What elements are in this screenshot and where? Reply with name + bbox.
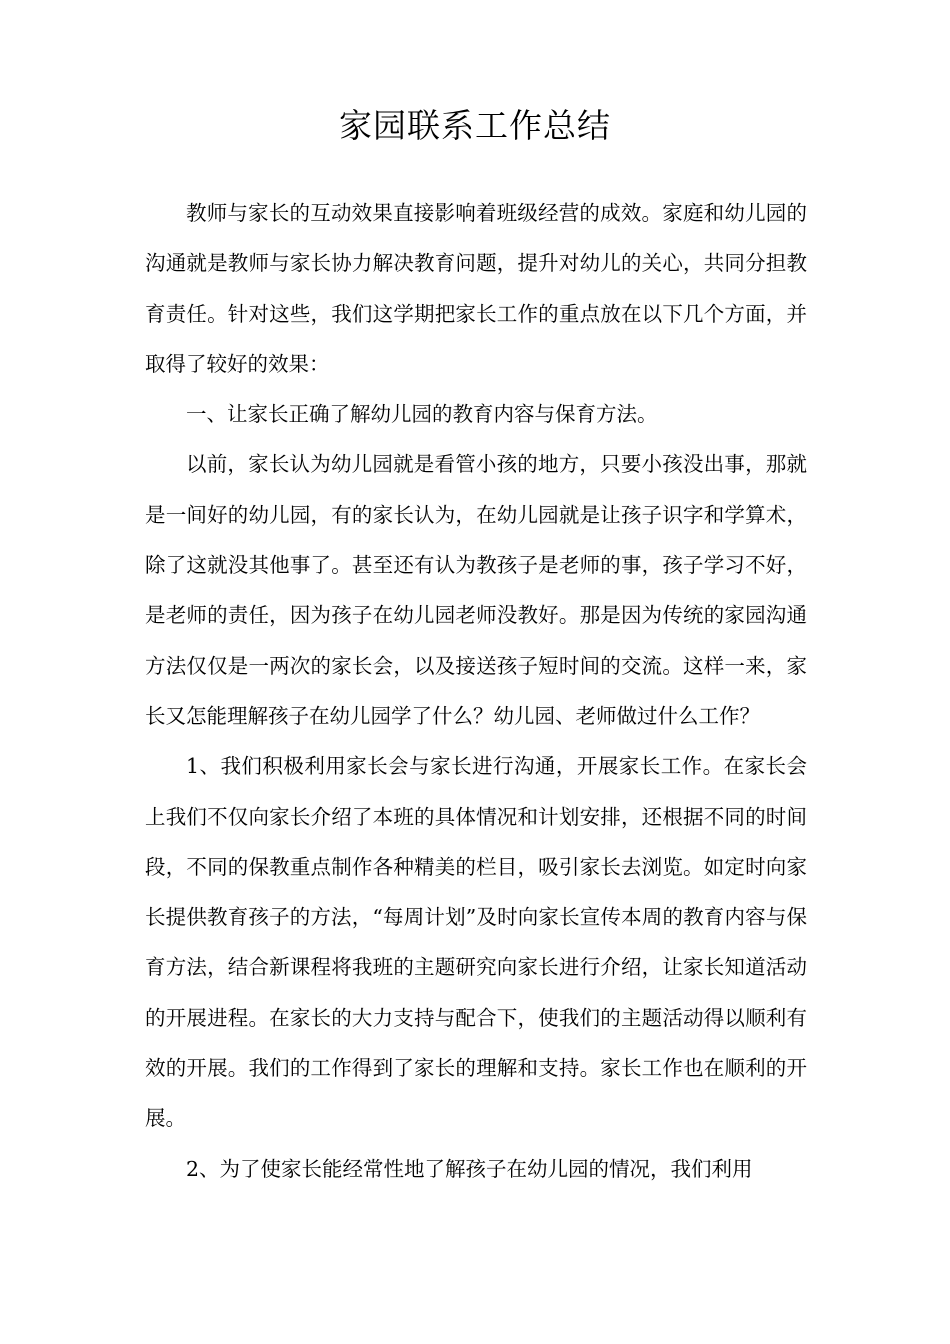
paragraph-item-2: 2、为了使家长能经常性地了解孩子在幼儿园的情况，我们利用: [186, 1156, 753, 1181]
paragraph-item-1: 1、我们积极利用家长会与家长进行沟通，开展家长工作。在家长会上我们不仅向家长介绍了本班的具体情况和计划安排，还根据不同的时间段，不同的保教重点制作各种精美的栏目，吸引家长去浏览。如定时向家长提供教育孩子的方法，“每周计划”及时向家长宣传本周的教育内容与保育方法，结合新课程将我班的主题研究向家长进行介绍，让家长知道活动的开展进程。在家长的大力支持与配合下，使我们的主题活动得以顺利有效的开展。我们的工作得到了家长的理解和支持。家长工作也在顺利的开展。: [145, 754, 807, 1131]
paragraph-section-heading-1: 一、让家长正确了解幼儿园的教育内容与保育方法。: [186, 402, 658, 427]
document-title: 家园联系工作总结: [339, 106, 611, 145]
paragraph-intro: 教师与家长的互动效果直接影响着班级经营的成效。家庭和幼儿园的沟通就是教师与家长协力解决教育问题，提升对幼儿的关心，共同分担教育责任。针对这些，我们这学期把家长工作的重点放在以下几个方面，并取得了较好的效果：: [145, 201, 807, 376]
document-body: [145, 188, 807, 1194]
paragraph-background: 以前，家长认为幼儿园就是看管小孩的地方，只要小孩没出事，那就是一间好的幼儿园，有的家长认为，在幼儿园就是让孩子识字和学算术，除了这就没其他事了。甚至还有认为教孩子是老师的事，孩子学习不好，是老师的责任，因为孩子在幼儿园老师没教好。那是因为传统的家园沟通方法仅仅是一两次的家长会，以及接送孩子短时间的交流。这样一来，家长又怎能理解孩子在幼儿园学了什么？幼儿园、老师做过什么工作？: [145, 452, 807, 728]
